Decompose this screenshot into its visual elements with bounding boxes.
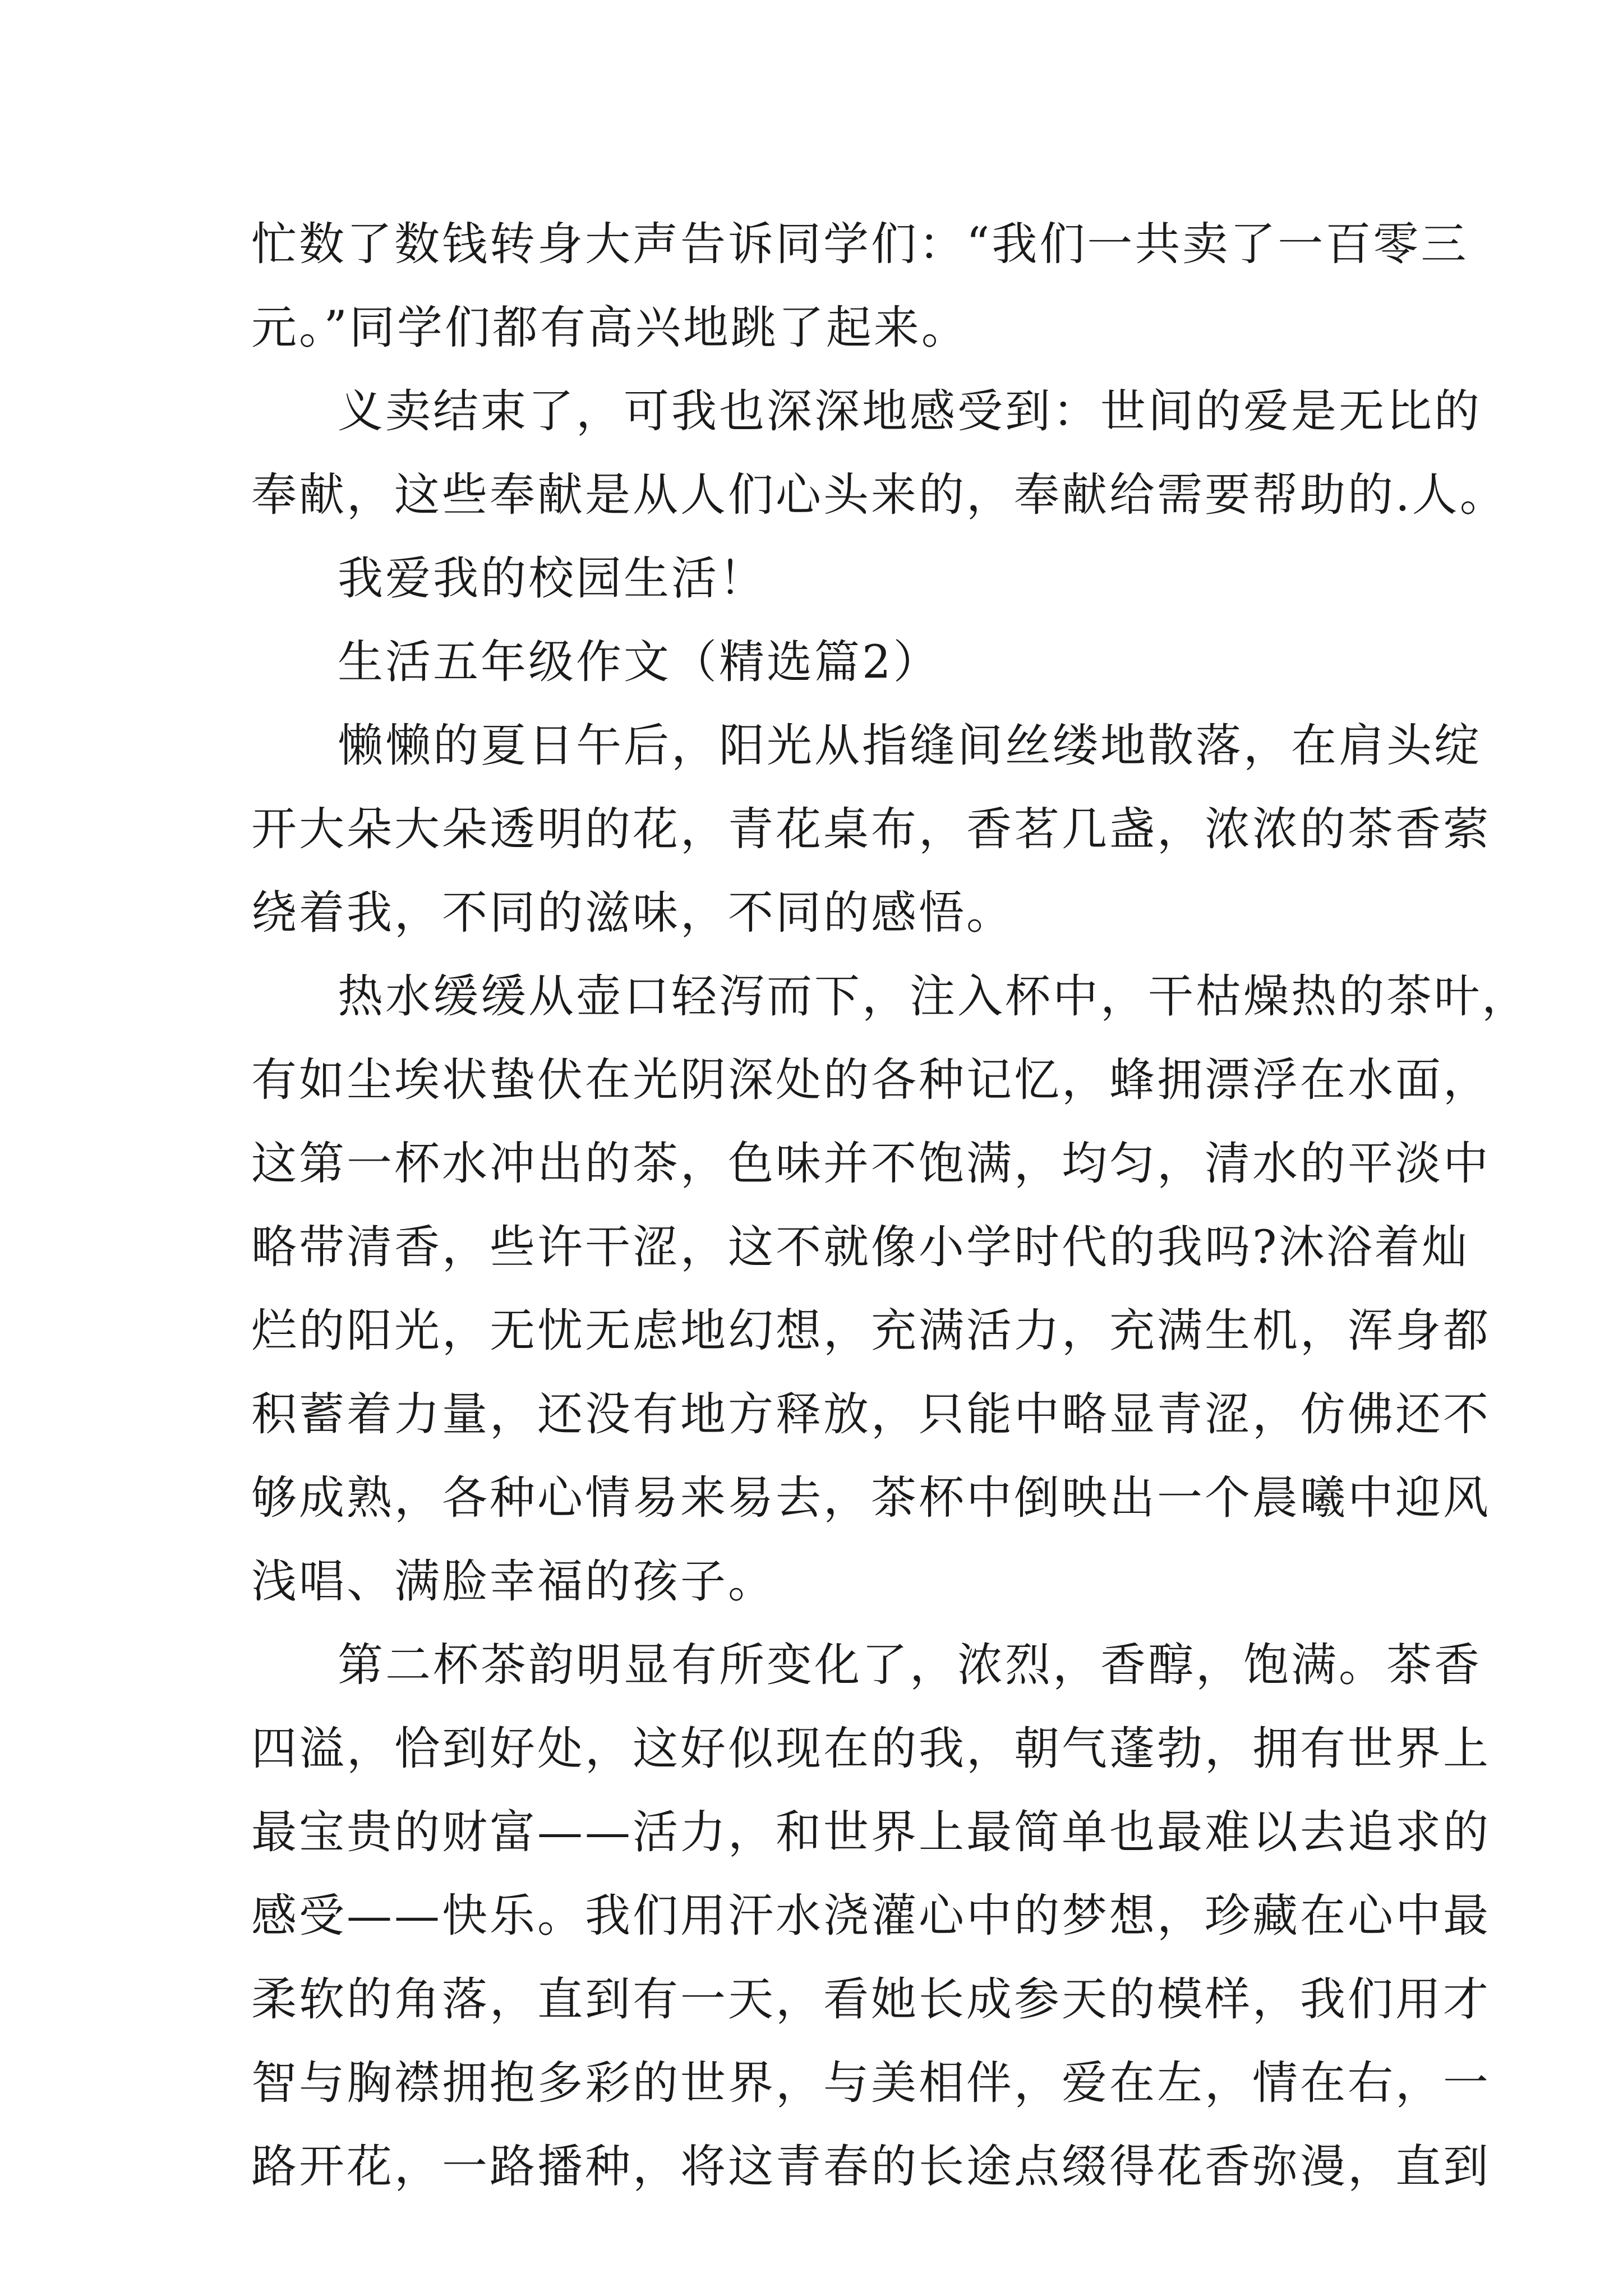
text-line: 绕着我，不同的滋味，不同的感悟。 xyxy=(251,887,1015,940)
text-line: 柔软的角落，直到有一天，看她长成参天的模样，我们用才 xyxy=(251,1973,1491,2026)
text-line: 元。”同学们都有高兴地跳了起来。 xyxy=(251,302,969,355)
text-line: 这第一杯水冲出的茶，色味并不饱满，均匀，清水的平淡中 xyxy=(251,1138,1491,1190)
text-line: 奉献，这些奉献是从人们心头来的，奉献给需要帮助的.人。 xyxy=(251,469,1507,522)
text-line: 积蓄着力量，还没有地方释放，只能中略显青涩，仿佛还不 xyxy=(251,1388,1491,1441)
document-body xyxy=(251,203,1530,2209)
text-line: 忙数了数钱转身大声告诉同学们：“我们一共卖了一百零三 xyxy=(251,218,1469,271)
text-line: 四溢，恰到好处，这好似现在的我，朝气蓬勃，拥有世界上 xyxy=(251,1723,1491,1775)
text-line: 我爱我的校园生活！ xyxy=(338,553,767,605)
text-line: 懒懒的夏日午后，阳光从指缝间丝缕地散落，在肩头绽 xyxy=(338,720,1482,772)
text-line: 感受——快乐。我们用汗水浇灌心中的梦想，珍藏在心中最 xyxy=(251,1890,1491,1943)
text-line: 开大朵大朵透明的花，青花桌布，香茗几盏，浓浓的茶香萦 xyxy=(251,803,1491,856)
text-line: 烂的阳光，无忧无虑地幻想，充满活力，充满生机，浑身都 xyxy=(251,1305,1491,1358)
text-line: 义卖结束了，可我也深深地感受到：世间的爱是无比的 xyxy=(338,385,1482,438)
text-line: 路开花，一路播种，将这青春的长途点缀得花香弥漫，直到 xyxy=(251,2141,1491,2193)
text-line: 够成熟，各种心情易来易去，茶杯中倒映出一个晨曦中迎风 xyxy=(251,1472,1491,1525)
text-line: 有如尘埃状蛰伏在光阴深处的各种记忆，蜂拥漂浮在水面， xyxy=(251,1054,1491,1107)
section-heading: 生活五年级作文（精选篇2） xyxy=(338,636,941,689)
text-line: 热水缓缓从壶口轻泻而下，注入杯中，干枯燥热的茶叶， xyxy=(338,970,1530,1023)
text-line: 浅唱、满脸幸福的孩子。 xyxy=(251,1556,776,1608)
text-line: 智与胸襟拥抱多彩的世界，与美相伴，爱在左，情在右，一 xyxy=(251,2057,1491,2110)
text-line: 最宝贵的财富——活力，和世界上最简单也最难以去追求的 xyxy=(251,1806,1491,1859)
text-line: 略带清香，些许干涩，这不就像小学时代的我吗?沐浴着灿 xyxy=(251,1221,1470,1274)
text-line: 第二杯茶韵明显有所变化了，浓烈，香醇，饱满。茶香 xyxy=(338,1639,1482,1692)
